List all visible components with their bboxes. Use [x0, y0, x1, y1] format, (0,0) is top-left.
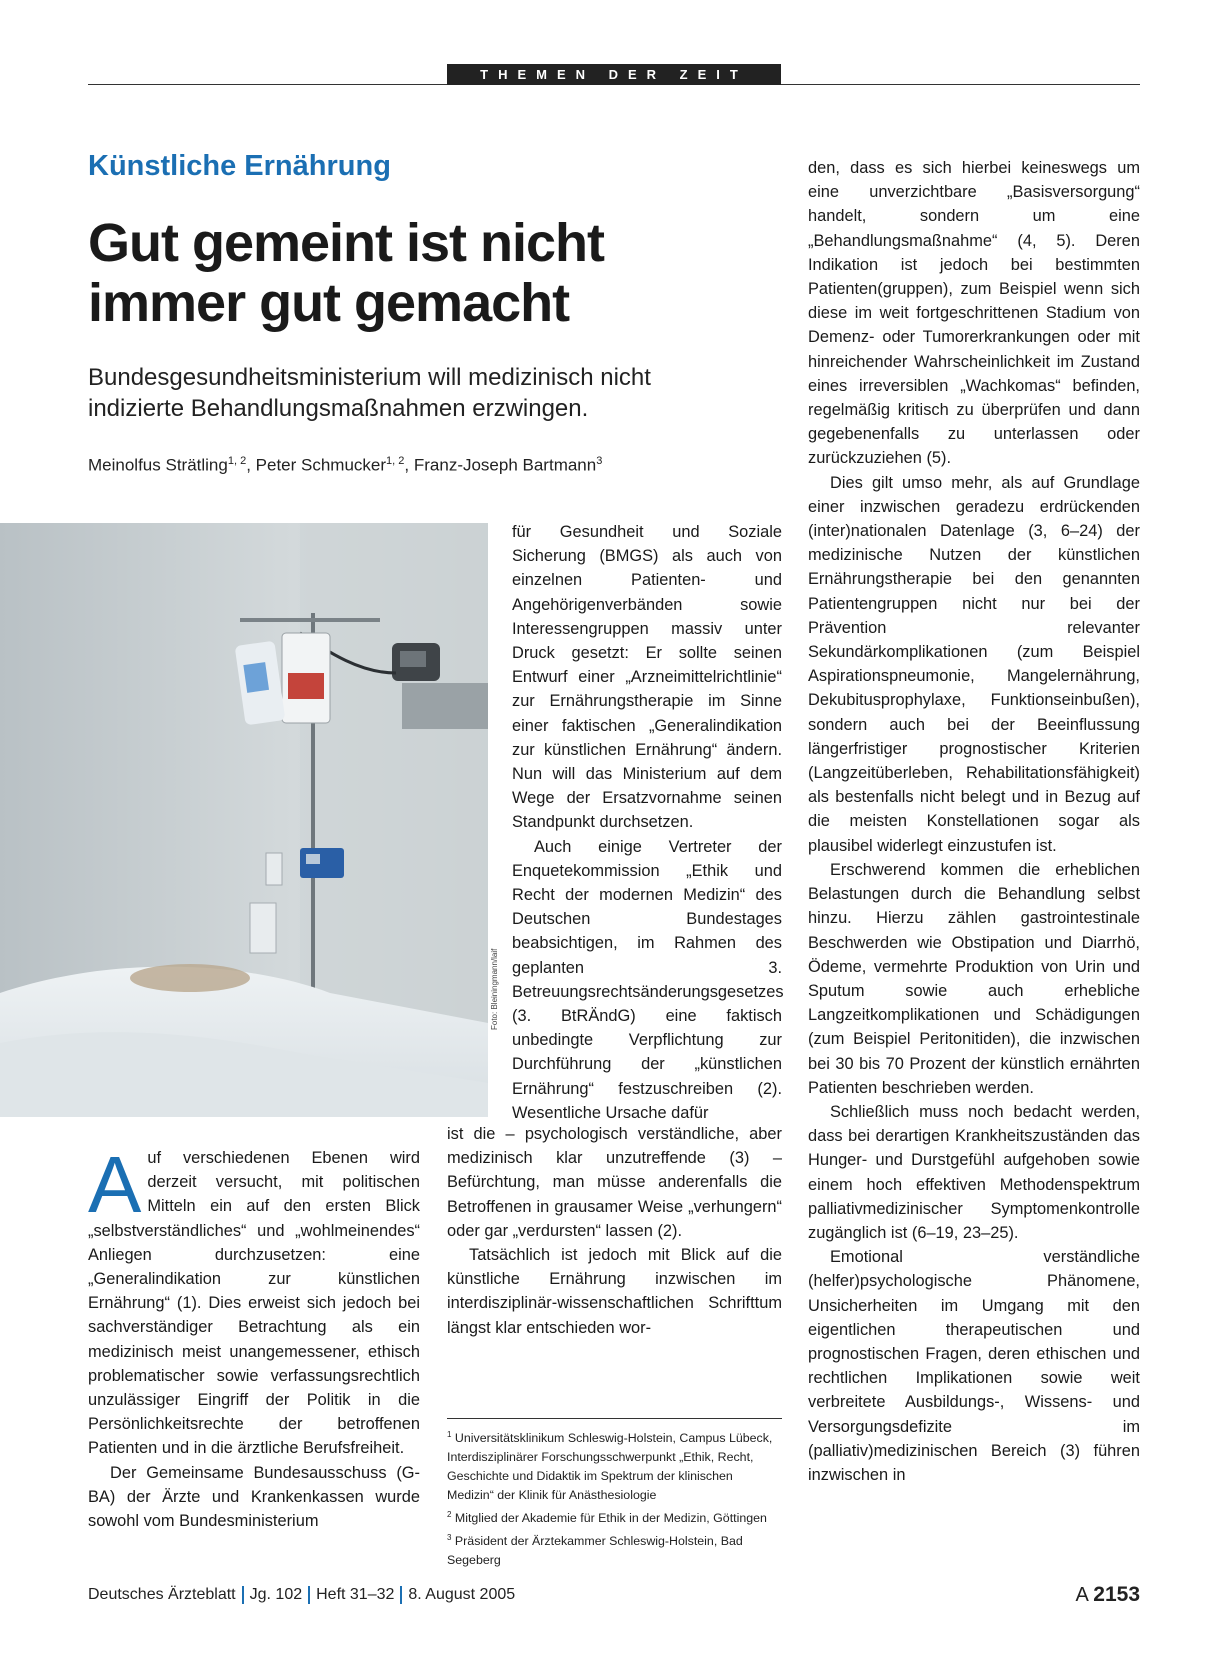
section-tag: THEMEN DER ZEIT [447, 64, 781, 85]
journal-volume: Jg. 102 [249, 1586, 303, 1604]
article-kicker: Künstliche Ernährung [88, 150, 391, 182]
author-line: Meinolfus Strätling$^{1, 2}$, Peter Schmucker$^{1, 2}$, Franz-Joseph Bartmann$^3$ [88, 455, 603, 475]
footnote [447, 1505, 782, 1528]
author-name: Peter Schmucker [255, 455, 387, 475]
paragraph [88, 1140, 420, 1461]
paragraph: Schließlich muss noch bedacht werden, dass bei derartigen Krankheitszuständen das Hunger- und Durstgefühl aufgehoben sowie einem hoch effektiven Methodenspektrum palliativmedizinischer Symptomenkontrolle zugänglich ist (6–19, 23–25). [808, 1102, 1140, 1242]
text-column-right [808, 156, 1140, 1487]
footnote [447, 1425, 782, 1505]
paragraph: Dies gilt umso mehr, als auf Grundlage einer inzwischen geradezu erdrückenden (inter)nationalen Datenlage (3, 6–24) der medizinische Nutzen der künstlichen Ernährungstherapie bei den genannten Patientengruppen nicht nur bei der Prävention relevanter Sekundärkomplikationen (zum Beispiel Aspirationspneumonie, Mangelernährung, Dekubitusprophylaxe, Funktionseinbußen), sondern auch bei der Beeinflussung längerfristiger prognostischer Kriterien (Langzeitüberleben, Rehabilitationsfähigkeit) als bestenfalls nicht belegt und in Bezug auf die meisten Konstellationen sogar als plausibel widerlegt einzustufen ist. [808, 473, 1140, 855]
paragraph-text: uf verschiedenen Ebenen wird derzeit versucht, mit politischen Mitteln ein auf den ersten Blick „selbstverständliches“ und „wohlmeinendes“ Anliegen durchzusetzen: eine „Generalindikation zur künstlichen Ernährung“ (1). Dies erweist sich jedoch bei sachverständiger Betrachtung als ein medizinisch meist unangemessener, ethisch problematischer sowie verfassungsrechtlich unzulässiger Eingriff der Politik in die Persönlichkeitsrechte der betroffenen Patienten und in die ärztliche Berufsfreiheit. [88, 1149, 420, 1458]
paragraph: den, dass es sich hierbei keineswegs um eine unverzichtbare „Basisversorgung“ handelt, sondern um eine „Behandlungsmaßnahme“ (4, 5). Deren Indikation ist jedoch bei bestimmten Patienten(gruppen), zum Beispiel wenn sich diese im weit fortgeschrittenen Stadium von Demenz- oder Tumorerkrankungen oder mit hinreichender Wahrscheinlichkeit im Zustand eines irreversiblen „Wachkomas“ befinden, regelmäßig kritisch zu überprüfen und dann gegebenenfalls zu unterlassen oder zurückzuziehen (5). [808, 159, 1140, 468]
footnote-text: Präsident der Ärztekammer Schleswig-Holstein, Bad Segeberg [447, 1534, 743, 1568]
divider [242, 1586, 244, 1604]
article-photo [0, 523, 488, 1117]
paragraph: Tatsächlich ist jedoch mit Blick auf die künstliche Ernährung inzwischen im interdisziplinär-wissenschaftlichen Schrifttum längst klar entschieden wor- [447, 1246, 782, 1337]
paragraph: ist die – psychologisch verständliche, aber medizinisch klar unzutreffende (3) – Befürchtung, man müsse anderenfalls die Betroffenen in grausamer Weise „verhungern“ oder gar „verdursten“ lassen (2). [447, 1125, 782, 1240]
author-name: Franz-Joseph Bartmann [413, 455, 597, 475]
article-subtitle: Bundesgesundheitsministerium will medizinisch nicht indizierte Behandlungsmaßnahmen erzwingen. [88, 364, 651, 422]
photo-credit: Foto: Bleiningmann/laif [490, 948, 499, 1030]
drop-cap: A [88, 1140, 142, 1229]
paragraph: Der Gemeinsame Bundesausschuss (G-BA) der Ärzte und Krankenkassen wurde sowohl vom Bundesministerium [88, 1463, 420, 1531]
footnote-number: 1 [447, 1430, 452, 1439]
journal-footer [88, 1586, 515, 1604]
page-prefix: A [1075, 1584, 1088, 1606]
footnote-text: Universitätsklinikum Schleswig-Holstein, Campus Lübeck, Interdisziplinärer Forschungsschwerpunkt „Ethik, Recht, Geschichte und Didaktik im Spektrum der klinischen Medizin“ der Klinik für Anästhesiologie [447, 1431, 773, 1503]
footnotes [447, 1418, 782, 1570]
text-column-middle-bottom [447, 1122, 782, 1340]
paragraph: Auch einige Vertreter der Enquetekommission „Ethik und Recht der modernen Medizin“ des Deutschen Bundestages beabsichtigen, im Rahmen des geplanten 3. Betreuungsrechtsänderungsgesetzes (3. BtRÄndG) eine faktisch unbedingte Verpflichtung zur Durchführung der „künstlichen Ernährung“ festzuschreiben (2). Wesentliche Ursache dafür [512, 837, 784, 1122]
journal-name: Deutsches Ärzteblatt [88, 1586, 236, 1604]
paragraph: Erschwerend kommen die erheblichen Belastungen durch die Behandlung selbst hinzu. Hierzu zählen gastrointestinale Beschwerden wie Obstipation und Diarrhö, Ödeme, vermehrte Produktion von Urin und Sputum sowie auch erhebliche Langzeitkomplikationen und Schädigungen (zum Beispiel Peritonitiden), die inzwischen bei 30 bis 70 Prozent der künstlich ernährten Patienten beschrieben werden. [808, 860, 1140, 1097]
article-headline: Gut gemeint ist nicht immer gut gemacht [88, 213, 605, 333]
text-column-middle-top [512, 520, 782, 1125]
divider [400, 1586, 402, 1604]
paragraph: für Gesundheit und Soziale Sicherung (BMGS) als auch von einzelnen Patienten- und Angehörigenverbänden sowie Interessengruppen massiv unter Druck gesetzt: Er sollte seinen Entwurf einer „Arzneimittelrichtlinie“ zur Ernährungstherapie im Sinne einer faktischen „Generalindikation zur künstlichen Ernährung“ ändern. Nun will das Ministerium auf dem Wege der Ersatzvornahme seinen Standpunkt durchsetzen. [512, 523, 782, 832]
divider [308, 1586, 310, 1604]
journal-issue: Heft 31–32 [316, 1586, 395, 1604]
footnote-number: 2 [447, 1510, 452, 1520]
text-column-left [88, 1140, 420, 1533]
journal-date: 8. August 2005 [408, 1586, 516, 1604]
hospital-bed-photo-illustration [0, 523, 488, 1117]
footnote [447, 1528, 782, 1570]
paragraph: Emotional verständliche (helfer)psychologische Phänomene, Unsicherheiten im Umgang mit den eigentlichen therapeutischen und prognostischen Fragen, deren ethischen und rechtlichen Implikationen sowie weit verbreitete Ausbildungs-, Wissens- und Versorgungsdefizite im (palliativ)medizinischen Bereich (3) führen inzwischen in [808, 1248, 1140, 1484]
author-affiliation: 1, 2 [227, 455, 247, 467]
footnote-number: 3 [447, 1533, 452, 1543]
author-affiliation: 1, 2 [386, 455, 405, 467]
author-name: Meinolfus Strätling [88, 455, 228, 475]
page-number-value: 2153 [1093, 1583, 1140, 1606]
author-affiliation: 3 [596, 455, 603, 467]
footnote-text: Mitglied der Akademie für Ethik in der Medizin, Göttingen [454, 1511, 767, 1526]
page-number [1075, 1583, 1140, 1607]
